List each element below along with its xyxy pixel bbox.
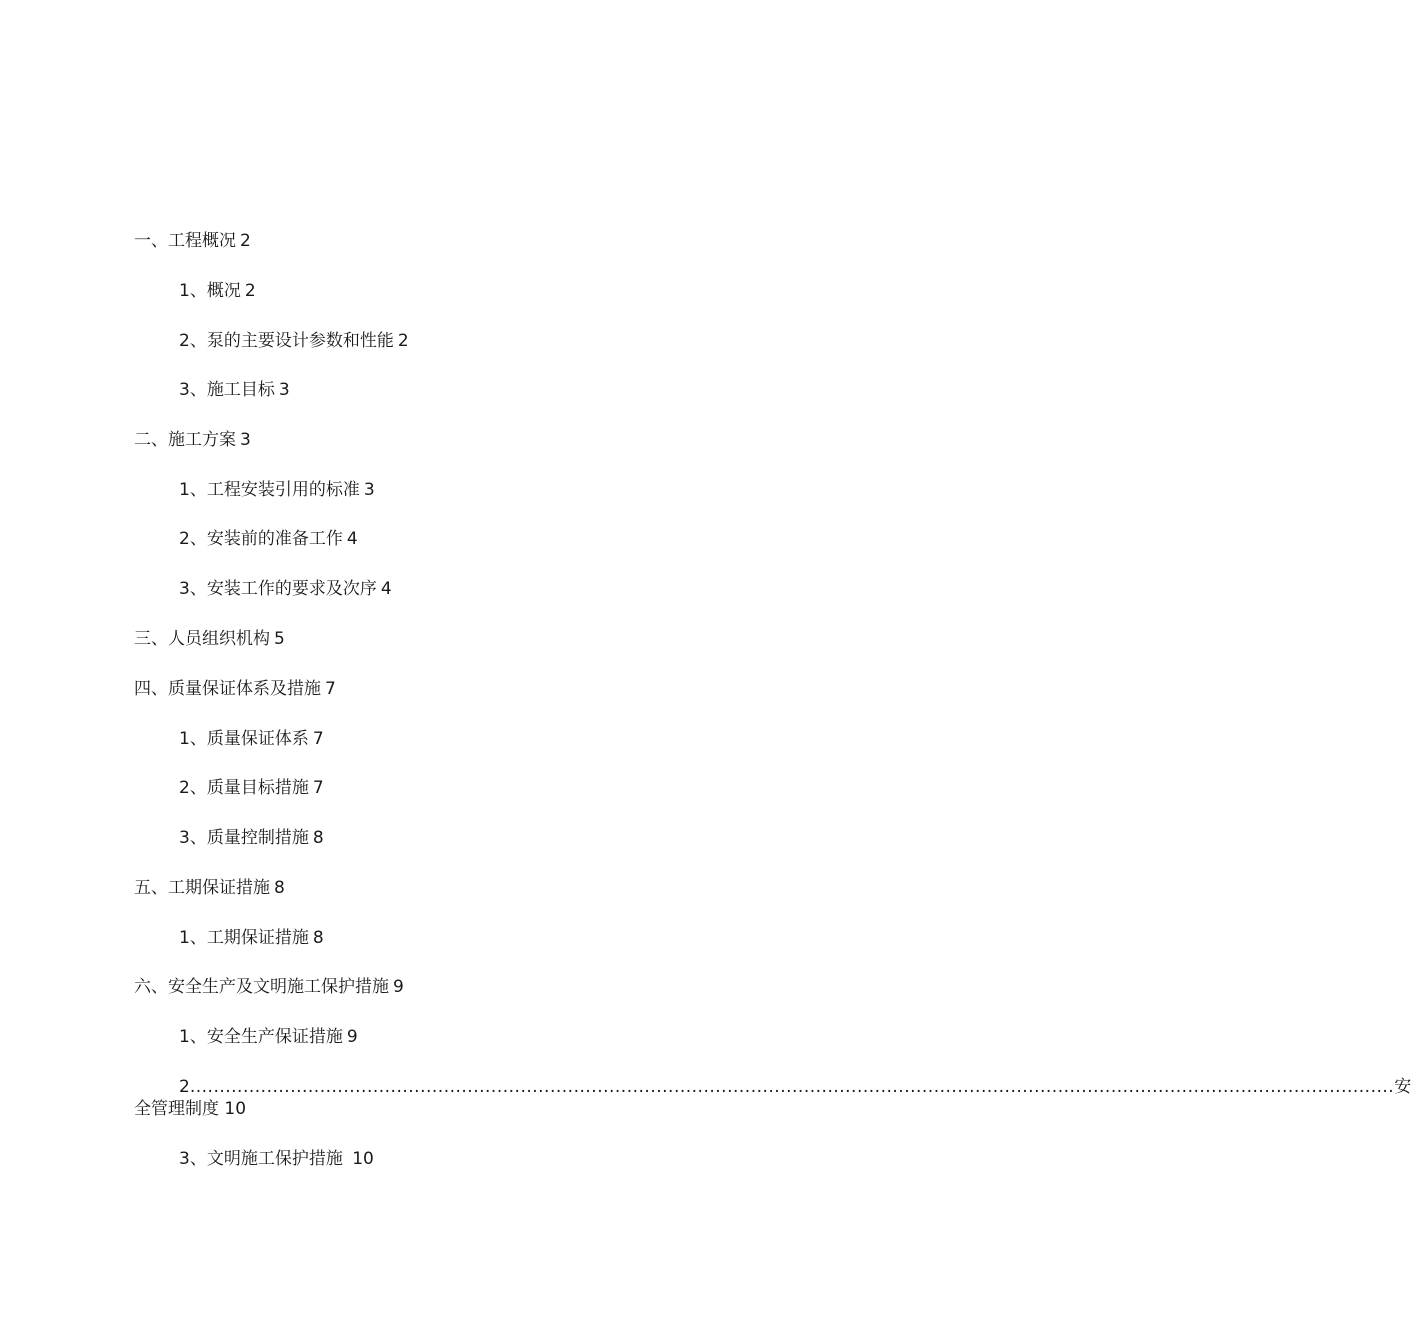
toc-entry-label: 1、工程安装引用的标准 — [179, 480, 360, 500]
toc-entry-page: 4 — [380, 579, 392, 599]
toc-entry-page: 7 — [312, 729, 324, 749]
toc-entry-label: 2、质量目标措施 — [179, 778, 309, 798]
toc-entry[interactable] — [179, 777, 324, 799]
toc-entry-wrapped-continuation[interactable] — [134, 1098, 246, 1120]
toc-entry-page: 3 — [278, 380, 290, 400]
toc-entry-page: 2 — [240, 231, 251, 251]
toc-entry-page: 8 — [312, 828, 324, 848]
toc-entry[interactable] — [179, 330, 409, 352]
toc-entry-page: 10 — [352, 1149, 374, 1169]
dot-leader: ............................................................................................................................................................................................................ — [189, 1077, 1395, 1097]
toc-entry-label: 3、安装工作的要求及次序 — [179, 579, 377, 599]
toc-entry-page: 7 — [325, 679, 336, 699]
toc-entry[interactable] — [134, 877, 285, 899]
toc-entry-label: 1、安全生产保证措施 — [179, 1027, 343, 1047]
toc-entry-label: 3、施工目标 — [179, 380, 275, 400]
toc-entry-label: 六、安全生产及文明施工保护措施 — [134, 977, 389, 997]
toc-entry[interactable] — [179, 280, 256, 302]
toc-entry[interactable] — [179, 1148, 374, 1170]
toc-entry-label: 四、质量保证体系及措施 — [134, 679, 321, 699]
toc-entry-page: 7 — [312, 778, 324, 798]
toc-entry-wrapped[interactable] — [179, 1076, 1411, 1098]
toc-entry[interactable] — [179, 578, 392, 600]
toc-entry-label: 1、质量保证体系 — [179, 729, 309, 749]
toc-entry[interactable] — [179, 1026, 358, 1048]
toc-entry-label: 二、施工方案 — [134, 430, 236, 450]
toc-entry-label: 1、工期保证措施 — [179, 928, 309, 948]
toc-entry[interactable] — [179, 827, 324, 849]
toc-entry-label: 2、泵的主要设计参数和性能 — [179, 331, 394, 351]
toc-entry[interactable] — [179, 728, 324, 750]
toc-entry-label: 五、工期保证措施 — [134, 878, 270, 898]
toc-entry-page: 3 — [240, 430, 251, 450]
toc-entry-label: 3、文明施工保护措施 — [179, 1149, 343, 1169]
toc-entry-page: 3 — [363, 480, 375, 500]
toc-entry[interactable] — [179, 379, 290, 401]
toc-entry-label: 三、人员组织机构 — [134, 629, 270, 649]
toc-entry-label-tail: 安 — [1394, 1077, 1411, 1097]
toc-entry-page: 10 — [224, 1099, 247, 1119]
toc-entry[interactable] — [179, 528, 358, 550]
toc-entry-number: 2 — [179, 1077, 190, 1097]
toc-entry-label: 一、工程概况 — [134, 231, 236, 251]
toc-entry-page: 8 — [312, 928, 324, 948]
toc-entry[interactable] — [134, 230, 251, 252]
toc-entry-page: 5 — [274, 629, 285, 649]
toc-entry-label: 1、概况 — [179, 281, 241, 301]
toc-entry-page: 4 — [346, 529, 358, 549]
toc-entry-label: 全管理制度 — [134, 1099, 219, 1119]
toc-entry[interactable] — [179, 927, 324, 949]
toc-entry-page: 9 — [346, 1027, 358, 1047]
toc-entry[interactable] — [134, 678, 336, 700]
toc-entry[interactable] — [134, 976, 404, 998]
toc-entry-page: 2 — [397, 331, 409, 351]
toc-entry-label: 2、安装前的准备工作 — [179, 529, 343, 549]
toc-entry-page: 8 — [274, 878, 285, 898]
toc-entry[interactable] — [134, 628, 285, 650]
toc-entry[interactable] — [134, 429, 251, 451]
toc-entry-page: 9 — [393, 977, 404, 997]
toc-entry[interactable] — [179, 479, 375, 501]
toc-entry-page: 2 — [244, 281, 256, 301]
toc-entry-label: 3、质量控制措施 — [179, 828, 309, 848]
